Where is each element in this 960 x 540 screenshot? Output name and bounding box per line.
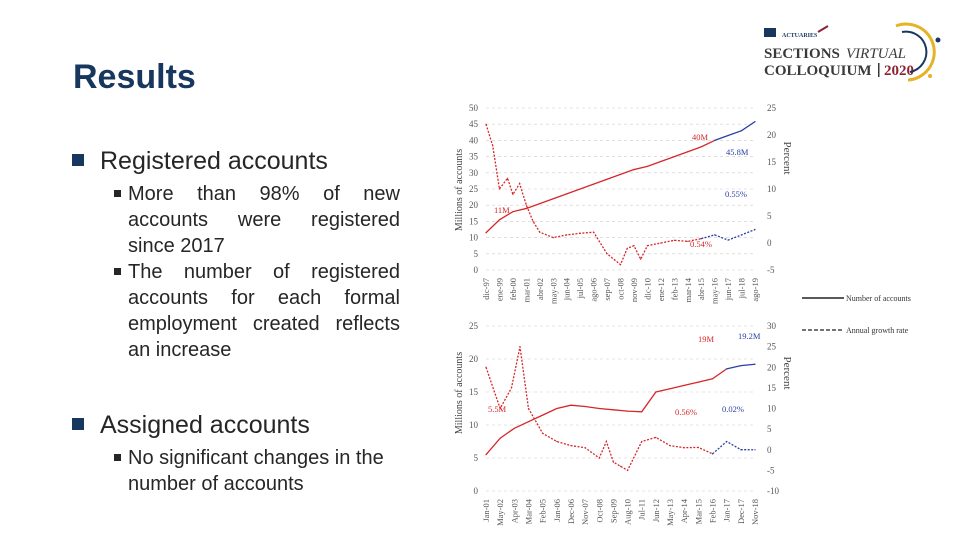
x-tick-label: May-13 bbox=[665, 499, 676, 526]
growth-point bbox=[526, 205, 527, 206]
growth-point bbox=[714, 234, 715, 235]
y2-tick-label: 0 bbox=[767, 238, 772, 248]
annotation-label: 19.2M bbox=[738, 331, 761, 341]
accounts-point bbox=[542, 415, 543, 416]
assigned-accounts-chart bbox=[450, 318, 800, 536]
slide-title: Results bbox=[73, 58, 196, 96]
growth-point bbox=[485, 367, 486, 368]
accounts-point bbox=[641, 411, 642, 412]
accounts-point bbox=[485, 454, 486, 455]
x-tick-label: Feb-16 bbox=[707, 499, 718, 524]
y2-tick-label: -10 bbox=[767, 486, 779, 496]
accounts-point bbox=[740, 365, 741, 366]
growth-point bbox=[627, 470, 628, 471]
accounts-point bbox=[712, 378, 713, 379]
y2-tick-label: 10 bbox=[767, 184, 776, 194]
annotation-label: 40M bbox=[692, 132, 709, 142]
growth-point bbox=[641, 441, 642, 442]
square-bullet-icon bbox=[114, 454, 121, 461]
growth-point bbox=[507, 178, 508, 179]
growth-point bbox=[542, 433, 543, 434]
accounts-point bbox=[741, 130, 742, 131]
x-tick-label: may-03 bbox=[548, 278, 559, 304]
growth-point bbox=[539, 232, 540, 233]
growth-point bbox=[570, 445, 571, 446]
chart-legend bbox=[800, 290, 950, 340]
growth-point bbox=[492, 145, 493, 146]
y2-axis-label: Percent bbox=[781, 141, 793, 175]
accounts-point bbox=[726, 368, 727, 369]
growth-point bbox=[620, 264, 621, 265]
accounts-line-recent bbox=[727, 364, 755, 369]
accounts-point bbox=[599, 408, 600, 409]
accounts-point bbox=[714, 140, 715, 141]
x-tick-label: abr-15 bbox=[696, 278, 707, 301]
accounts-point bbox=[585, 406, 586, 407]
growth-point bbox=[553, 237, 554, 238]
y2-tick-label: 25 bbox=[767, 341, 776, 352]
x-tick-label: feb-00 bbox=[507, 278, 518, 301]
growth-point bbox=[519, 346, 520, 347]
x-tick-label: ago-06 bbox=[588, 278, 599, 302]
y2-tick-label: 25 bbox=[767, 103, 776, 113]
growth-point bbox=[566, 234, 567, 235]
y-tick-label: 20 bbox=[469, 200, 478, 211]
logo-dot-icon bbox=[936, 38, 941, 43]
accounts-point bbox=[593, 184, 594, 185]
x-tick-label: Nov-07 bbox=[580, 499, 591, 525]
growth-point bbox=[599, 457, 600, 458]
accounts-point bbox=[669, 388, 670, 389]
accounts-point bbox=[633, 169, 634, 170]
y-tick-label: 25 bbox=[469, 184, 478, 194]
growth-point bbox=[669, 445, 670, 446]
y2-tick-label: 30 bbox=[767, 321, 776, 331]
accounts-point bbox=[684, 385, 685, 386]
growth-point bbox=[655, 437, 656, 438]
annotation-label: 0.55% bbox=[725, 189, 747, 199]
accounts-point bbox=[620, 174, 621, 175]
x-tick-label: Jun-12 bbox=[650, 499, 661, 523]
logo-swoosh-icon bbox=[818, 26, 828, 32]
x-tick-label: nov-09 bbox=[628, 278, 639, 303]
growth-point bbox=[511, 387, 512, 388]
accounts-point bbox=[514, 428, 515, 429]
x-tick-label: ene-99 bbox=[494, 278, 505, 302]
y2-tick-label: 10 bbox=[767, 403, 776, 414]
annotation-label: 0.54% bbox=[690, 239, 712, 249]
annotation-label: 11M bbox=[494, 205, 510, 215]
y-tick-label: 5 bbox=[473, 248, 478, 259]
growth-point bbox=[593, 232, 594, 233]
y2-tick-label: -5 bbox=[767, 265, 775, 275]
logo-colloquium: COLLOQUIUM bbox=[764, 63, 872, 79]
growth-point bbox=[660, 242, 661, 243]
growth-point bbox=[580, 233, 581, 234]
growth-point bbox=[512, 194, 513, 195]
growth-point bbox=[528, 408, 529, 409]
x-tick-label: Apr-03 bbox=[509, 499, 520, 524]
accounts-point bbox=[674, 156, 675, 157]
accounts-point bbox=[655, 391, 656, 392]
growth-point bbox=[532, 221, 533, 222]
sub-bullet-text: More than 98% of new accounts were registered since 2017 bbox=[128, 183, 400, 257]
accounts-point bbox=[499, 219, 500, 220]
y2-tick-label: 15 bbox=[767, 382, 776, 393]
x-tick-label: Dec-06 bbox=[565, 499, 576, 525]
growth-point bbox=[728, 239, 729, 240]
logo-year: 2020 bbox=[884, 63, 914, 79]
growth-point bbox=[726, 441, 727, 442]
growth-line bbox=[486, 124, 701, 264]
growth-point bbox=[613, 462, 614, 463]
growth-point bbox=[698, 447, 699, 448]
x-tick-label: ene-12 bbox=[655, 278, 666, 302]
y2-tick-label: 5 bbox=[767, 211, 772, 221]
x-tick-label: jul-18 bbox=[736, 278, 747, 299]
x-tick-label: Dec-17 bbox=[735, 499, 746, 525]
accounts-point bbox=[512, 211, 513, 212]
square-bullet-icon bbox=[114, 268, 121, 275]
y-tick-label: 5 bbox=[473, 453, 478, 463]
accounts-point bbox=[485, 232, 486, 233]
y2-tick-label: -5 bbox=[767, 465, 775, 476]
accounts-point bbox=[698, 382, 699, 383]
x-tick-label: Aug-10 bbox=[622, 499, 633, 525]
y-tick-label: 0 bbox=[473, 265, 478, 275]
y-tick-label: 0 bbox=[473, 486, 478, 496]
growth-line-recent bbox=[713, 442, 755, 454]
growth-point bbox=[585, 447, 586, 448]
accounts-point bbox=[687, 151, 688, 152]
bullet-label: Registered accounts bbox=[100, 147, 328, 175]
y2-tick-label: 0 bbox=[767, 444, 772, 455]
y-tick-label: 15 bbox=[469, 216, 478, 227]
y2-axis-label: Percent bbox=[781, 356, 793, 390]
y2-tick-label: 20 bbox=[767, 130, 776, 140]
y-tick-label: 10 bbox=[469, 420, 478, 430]
bullet-registered bbox=[70, 145, 400, 177]
x-tick-label: oct-08 bbox=[615, 278, 626, 300]
y-tick-label: 40 bbox=[469, 135, 478, 146]
accounts-point bbox=[566, 193, 567, 194]
y-axis-label: Millions of accounts bbox=[454, 351, 465, 435]
y2-tick-label: 20 bbox=[767, 362, 776, 373]
growth-point bbox=[519, 183, 520, 184]
accounts-point bbox=[500, 438, 501, 439]
growth-point bbox=[684, 447, 685, 448]
accounts-point bbox=[553, 198, 554, 199]
accounts-point bbox=[627, 411, 628, 412]
accounts-point bbox=[556, 408, 557, 409]
growth-point bbox=[712, 453, 713, 454]
annotation-label: 0.56% bbox=[675, 407, 697, 417]
sub-bullet-text: The number of registered accounts for each formal employment created reflects an increase bbox=[128, 261, 400, 361]
logo-org: ACTUARIES bbox=[782, 33, 818, 39]
bullet-list bbox=[70, 145, 400, 497]
accounts-point bbox=[580, 188, 581, 189]
x-tick-label: Nov-18 bbox=[750, 499, 760, 525]
growth-point bbox=[499, 188, 500, 189]
accounts-point bbox=[754, 121, 755, 122]
growth-point bbox=[485, 124, 486, 125]
growth-point bbox=[620, 466, 621, 467]
sub-bullet bbox=[114, 181, 400, 259]
x-tick-label: dic-10 bbox=[642, 278, 653, 300]
accounts-point bbox=[570, 405, 571, 406]
y2-tick-label: 5 bbox=[767, 424, 772, 435]
annotation-label: 45.8M bbox=[726, 147, 749, 157]
growth-point bbox=[687, 241, 688, 242]
x-tick-label: Jan-17 bbox=[721, 499, 732, 522]
sub-bullet bbox=[114, 445, 400, 497]
x-tick-label: Sep-09 bbox=[608, 499, 619, 524]
x-tick-label: ago-19 bbox=[750, 278, 760, 302]
square-bullet-icon bbox=[114, 190, 121, 197]
logo-emblem-icon bbox=[764, 28, 776, 37]
x-tick-label: Feb-05 bbox=[537, 499, 548, 524]
x-tick-label: may-16 bbox=[709, 278, 720, 304]
legend-solid-label: Number of accounts bbox=[846, 294, 911, 303]
annotation-label: 19M bbox=[698, 334, 715, 344]
y-axis-label: Millions of accounts bbox=[454, 148, 465, 232]
growth-point bbox=[754, 229, 755, 230]
y-tick-label: 50 bbox=[469, 103, 478, 113]
accounts-point bbox=[606, 179, 607, 180]
growth-point bbox=[606, 441, 607, 442]
x-tick-label: abr-02 bbox=[534, 278, 545, 301]
bullet-label: Assigned accounts bbox=[100, 411, 310, 439]
x-tick-label: feb-13 bbox=[669, 278, 680, 301]
growth-point bbox=[754, 449, 755, 450]
x-tick-label: mar-14 bbox=[682, 278, 693, 303]
accounts-point bbox=[528, 421, 529, 422]
annotation-label: 5.5M bbox=[488, 404, 507, 414]
annotation-label: 0.02% bbox=[722, 404, 744, 414]
growth-point bbox=[640, 259, 641, 260]
logo-dot-icon bbox=[928, 74, 932, 78]
accounts-point bbox=[647, 166, 648, 167]
y-tick-label: 45 bbox=[469, 119, 478, 130]
growth-point bbox=[627, 248, 628, 249]
x-tick-label: Jan-01 bbox=[481, 499, 491, 522]
bullet-assigned bbox=[70, 409, 400, 441]
x-tick-label: May-02 bbox=[495, 499, 506, 526]
legend-dashed-label: Annual growth rate bbox=[846, 326, 909, 335]
x-tick-label: Jul-11 bbox=[636, 499, 647, 520]
growth-point bbox=[740, 449, 741, 450]
accounts-point bbox=[660, 161, 661, 162]
accounts-point bbox=[526, 208, 527, 209]
logo-virtual: VIRTUAL bbox=[846, 46, 906, 62]
square-bullet-icon bbox=[72, 418, 84, 430]
square-bullet-icon bbox=[72, 154, 84, 166]
x-tick-label: Oct-08 bbox=[594, 499, 605, 523]
y-tick-label: 10 bbox=[469, 232, 478, 243]
x-tick-label: sep-07 bbox=[602, 278, 613, 301]
y-tick-label: 35 bbox=[469, 151, 478, 162]
y-tick-label: 30 bbox=[469, 167, 478, 178]
sub-bullet bbox=[114, 259, 400, 363]
accounts-point bbox=[728, 135, 729, 136]
registered-accounts-chart bbox=[450, 100, 800, 315]
x-tick-label: dic-97 bbox=[481, 278, 491, 300]
y2-tick-label: 15 bbox=[767, 157, 776, 167]
x-tick-label: jun-04 bbox=[561, 278, 572, 301]
x-tick-label: jun-17 bbox=[723, 278, 734, 301]
growth-point bbox=[741, 234, 742, 235]
x-tick-label: jul-05 bbox=[575, 278, 586, 299]
x-tick-label: Mar-04 bbox=[523, 499, 534, 525]
growth-point bbox=[647, 245, 648, 246]
accounts-point bbox=[754, 364, 755, 365]
logo-divider bbox=[878, 63, 880, 77]
growth-point bbox=[606, 253, 607, 254]
colloquium-logo bbox=[758, 18, 948, 88]
y-tick-label: 25 bbox=[469, 321, 478, 331]
x-tick-label: Mar-15 bbox=[693, 499, 704, 525]
accounts-point bbox=[539, 203, 540, 204]
y-tick-label: 15 bbox=[469, 387, 478, 397]
y-tick-label: 20 bbox=[469, 354, 478, 364]
x-tick-label: Apr-14 bbox=[679, 499, 690, 524]
sub-bullet-text: No significant changes in the number of accounts bbox=[128, 447, 384, 495]
growth-point bbox=[633, 245, 634, 246]
logo-sections: SECTIONS bbox=[764, 46, 840, 62]
x-tick-label: mar-01 bbox=[521, 278, 532, 303]
accounts-point bbox=[613, 409, 614, 410]
growth-point bbox=[674, 240, 675, 241]
growth-point bbox=[556, 441, 557, 442]
x-tick-label: Jan-06 bbox=[551, 499, 562, 522]
accounts-point bbox=[701, 146, 702, 147]
